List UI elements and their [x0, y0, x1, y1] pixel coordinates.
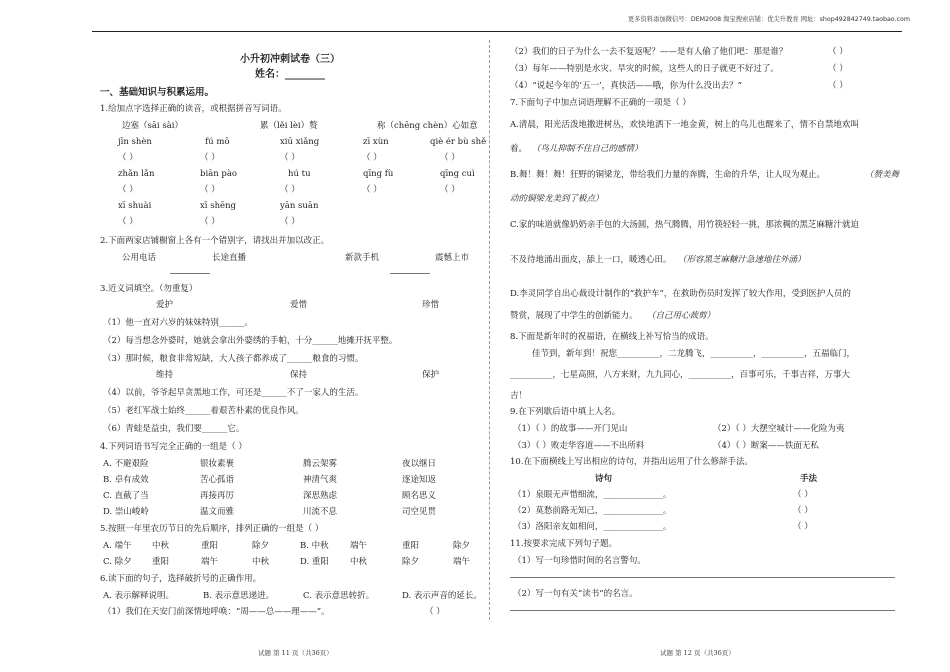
q4-option-c[interactable]: C. 直截了当 [103, 491, 149, 501]
question-10: 10.在下面横线上写出相应的诗句，并指出运用了什么修辞手法。 [510, 457, 754, 467]
q9-item-3[interactable]: （3）（ ）败走华容道——不出所料 [513, 441, 645, 451]
shop-sign-1: 公用电话 [122, 253, 157, 263]
pinyin: hú tu [288, 169, 311, 179]
q6-option-c: C. 表示意思转折。 [303, 591, 375, 601]
q7-option-c-cont: 不及待地涌出面皮，舔上一口，暖透心田。 [510, 255, 672, 265]
q4-word: 逐途知返 [402, 475, 437, 485]
q6-option-d: D. 表示声音的延长。 [402, 591, 482, 601]
q9-item-4[interactable]: （4）（ ）断案——铁面无私 [713, 441, 819, 451]
q4-option-a[interactable]: A. 不避艰险 [103, 459, 149, 469]
pinyin: qīng cuì [440, 169, 475, 179]
festival: 重阳 [402, 541, 420, 551]
answer-paren[interactable]: （ ） [793, 506, 813, 516]
festival: 中秋 [252, 557, 270, 567]
q11-sentence-1: （1）写一句珍惜时间的名言警句。 [513, 556, 646, 566]
q7-option-d[interactable]: D.李灵同学自出心裁设计制作的“救护车”，在救助伤员时发挥了较大作用，受到医护人员的 [510, 289, 851, 299]
q8-line-2[interactable]: __________，七星高照，八方来财，九九同心，__________，百事可乐，千事吉祥，万事大 [510, 370, 851, 380]
festival: 除夕 [453, 541, 471, 551]
q10-header-technique: 手法 [800, 474, 818, 484]
answer-paren[interactable]: （ ） [200, 153, 220, 163]
q4-word: 川流不息 [303, 507, 338, 517]
pinyin: yān suān [280, 201, 319, 211]
shop-sign-2: 长途直播 [212, 253, 247, 263]
answer-paren[interactable]: （ ） [118, 185, 138, 195]
q3-sentence-3: （3）那时候，粮食非常短缺，大人孩子都养成了______粮食的习惯。 [103, 354, 364, 364]
answer-line[interactable] [170, 273, 210, 274]
header-rule [92, 31, 902, 32]
q5-option-c[interactable]: C. 除夕 [103, 557, 132, 567]
q7-note-b: （赞美舞 [865, 170, 900, 180]
answer-paren[interactable]: （ ） [440, 185, 460, 195]
pinyin: xiū xiǎng [280, 137, 320, 147]
question-11: 11.按要求完成下列句子题。 [510, 539, 618, 549]
q7-note-c: （形容黑芝麻糖汁急速地往外涌） [678, 255, 806, 265]
answer-paren[interactable]: （ ） [280, 185, 300, 195]
festival: 重阳 [152, 557, 170, 567]
question-6: 6.读下面的句子，选择破折号的正确作用。 [100, 574, 262, 584]
pinyin: zhǎn lǎn [118, 169, 155, 179]
q4-word: 顾名思义 [402, 491, 437, 501]
question-1: 1.给加点字选择正确的读音，或根据拼音写词语。 [100, 104, 287, 114]
q4-word: 神清气爽 [303, 475, 338, 485]
q3-sentence-1: （1）他一直对六岁的妹妹特别______。 [103, 318, 253, 328]
word-choice: 保持 [290, 370, 308, 380]
q6-sentence-1: （1）我们在天安门前深情地呼唤：“周——总——理——”。 [103, 607, 330, 617]
right-page-footer: 试题 第 12 页（共36页） [660, 649, 735, 657]
festival: 除夕 [252, 541, 270, 551]
q7-note-d: （自己用心裁剪） [647, 311, 716, 321]
answer-paren[interactable]: （ ） [828, 81, 848, 91]
answer-paren[interactable]: （ ） [118, 153, 138, 163]
left-page-footer: 试题 第 11 页（共36页） [258, 649, 333, 657]
q1-word-1: 边塞（sāi sài） [122, 121, 183, 131]
festival: 端午 [453, 557, 471, 567]
shop-sign-4: 震憾上市 [435, 253, 470, 263]
answer-paren[interactable]: （ ） [362, 153, 382, 163]
festival: 中秋 [350, 557, 368, 567]
name-field[interactable]: 姓名：________ [255, 69, 325, 80]
answer-paren[interactable]: （ ） [828, 64, 848, 74]
pinyin: xī shuài [118, 201, 152, 211]
q7-option-a[interactable]: A.清晨，阳光活泼地撒进树丛，欢快地洒下一地金黄，树上的鸟儿也醒来了，情不自禁地欢叫 [510, 120, 859, 130]
festival: 除夕 [402, 557, 420, 567]
q6-option-a: A. 表示解释说明。 [103, 591, 175, 601]
q5-option-d[interactable]: D. 重阳 [300, 557, 329, 567]
q10-line-3[interactable]: （3）洛阳亲友如相问，______________。 [513, 522, 672, 532]
shop-sign-3: 新款手机 [345, 253, 380, 263]
question-3: 3.近义词填空。（勿重复） [100, 284, 198, 294]
word-choice: 维持 [156, 370, 174, 380]
question-9: 9.在下列歇后语中填上人名。 [510, 407, 621, 417]
q8-line-1[interactable]: 佳节到，新年到！祝您__________，二龙腾飞，__________，__________，五福临门， [532, 349, 856, 359]
answer-paren[interactable]: （ ） [118, 217, 138, 227]
answer-paren[interactable]: （ ） [793, 522, 813, 532]
q3-sentence-2: （2）每当想念外婆时，她就会拿出外婆绣的手帕，十分______地摊开抚平整。 [103, 336, 398, 346]
pinyin: zī xùn [363, 137, 389, 147]
q7-note-b-cont: 动的铜梁龙美到了极点） [510, 194, 604, 204]
q4-word: 夜以继日 [402, 459, 437, 469]
q4-word: 苦心孤诣 [200, 475, 235, 485]
page-title: 小升初冲刺试卷（三） [240, 54, 340, 65]
pinyin: biān pào [200, 169, 238, 179]
question-8: 8.下面是新年时的祝福语，在横线上补写恰当的成语。 [510, 332, 714, 342]
q10-line-1[interactable]: （1）泉眼无声惜细流，______________。 [513, 490, 672, 500]
q4-word: 温文而雅 [200, 507, 235, 517]
word-choice: 珍惜 [422, 300, 440, 310]
answer-paren[interactable]: （ ） [440, 153, 460, 163]
q9-item-1[interactable]: （1）（ ）的故事——开门见山 [513, 424, 628, 434]
q4-word: 银妆素裹 [200, 459, 235, 469]
answer-paren[interactable]: （ ） [425, 607, 445, 617]
answer-paren[interactable]: （ ） [200, 185, 220, 195]
word-choice: 保护 [422, 370, 440, 380]
word-choice: 爱惜 [290, 300, 308, 310]
answer-paren[interactable]: （ ） [362, 185, 382, 195]
q3-sentence-5: （5）老红军战士始终______着艰苦朴素的优良作风。 [103, 406, 304, 416]
pinyin: fú mō [205, 137, 230, 147]
q6-option-b: B. 表示意思递进。 [203, 591, 275, 601]
q4-word: 司空见贯 [402, 507, 437, 517]
header-ad-text: 更多资料添加微信号：DEM2008 淘宝搜索店铺：优尖升教育 网址：shop492842749.taobao.com [627, 16, 910, 23]
festival: 重阳 [201, 541, 219, 551]
q4-word: 再接再厉 [200, 491, 235, 501]
festival: 端午 [350, 541, 368, 551]
pinyin: qiè ér bù shě [430, 137, 487, 147]
q1-word-3: 称（chēng chèn）心如意 [377, 121, 478, 131]
q7-option-c[interactable]: C.家的味道就像奶奶亲手包的大汤圆，热气腾腾，用竹筷轻轻一挑，那浓稠的黑芝麻糖汁就迫 [510, 220, 859, 230]
answer-paren[interactable]: （ ） [793, 490, 813, 500]
question-5: 5.按照一年里农历节日的先后顺序，排列正确的一组是（ ） [100, 524, 324, 534]
answer-paren[interactable]: （ ） [828, 47, 848, 57]
q5-option-b[interactable]: B. 中秋 [300, 541, 329, 551]
page-divider [489, 40, 490, 620]
q4-option-d[interactable]: D. 崇山峻岭 [103, 507, 149, 517]
festival: 中秋 [152, 541, 170, 551]
word-choice: 爱护 [156, 300, 174, 310]
festival: 端午 [201, 557, 219, 567]
pinyin: jīn shèn [118, 137, 152, 147]
pinyin: qīng fù [363, 169, 394, 179]
q3-sentence-4: （4）以前，爷爷起早贪黑地工作，可还是______不了一家人的生活。 [103, 388, 364, 398]
q7-option-a-cont: 着。 [510, 144, 528, 154]
q9-item-2[interactable]: （2）（ ）大摆空城计——化险为夷 [713, 424, 845, 434]
q11-sentence-2: （2）写一句有关“读书”的名言。 [513, 589, 638, 599]
answer-paren[interactable]: （ ） [280, 153, 300, 163]
q10-header-poem: 诗句 [595, 474, 613, 484]
q6-sentence-3: （3）每年——特别是水灾、旱灾的时候，这些人的日子就更不好过了。 [510, 64, 779, 74]
section-1-heading: 一、基础知识与积累运用。 [100, 87, 215, 98]
q7-note-a: （鸟儿抑制不住自己的感情） [532, 144, 643, 154]
q6-sentence-2: （2）我们的日子为什么一去不复返呢？——是有人偷了他们吧：那是谁？ [510, 47, 788, 57]
answer-line[interactable] [510, 610, 895, 611]
answer-line[interactable] [510, 577, 895, 578]
q4-word: 深思熟虑 [303, 491, 338, 501]
q5-option-a[interactable]: A. 端午 [103, 541, 132, 551]
q8-line-3: 吉！ [510, 391, 528, 401]
answer-line[interactable] [390, 273, 430, 274]
q4-word: 腾云架雾 [303, 459, 338, 469]
q1-word-2: 累（lěi lèi）赘 [260, 121, 318, 131]
q7-option-d-cont: 赞赏，展现了中学生的创新能力。 [510, 311, 638, 321]
q7-option-b[interactable]: B.舞！舞！舞！狂野的铜梁龙，带给我们力量的奔腾，生命的升华，让人叹为观止。 [510, 170, 825, 180]
q10-line-2[interactable]: （2）莫愁前路无知己，______________。 [513, 506, 672, 516]
q3-sentence-6: （6）青蛙是益虫，我们要______它。 [103, 424, 245, 434]
q4-option-b[interactable]: B. 卓有成效 [103, 475, 149, 485]
pinyin: xī shēng [200, 201, 236, 211]
question-2: 2.下面两家店铺橱窗上各有一个错别字，请找出并加以改正。 [100, 236, 330, 246]
q6-sentence-4: （4）“说起今年的‘五一’，真快活——哦，你为什么没出去？” [510, 81, 743, 91]
answer-paren[interactable]: （ ） [280, 217, 300, 227]
answer-paren[interactable]: （ ） [200, 217, 220, 227]
question-7: 7.下面句子中加点词语理解不正确的一项是（ ） [510, 98, 691, 108]
question-4: 4.下列词语书写完全正确的一组是（ ） [100, 442, 247, 452]
